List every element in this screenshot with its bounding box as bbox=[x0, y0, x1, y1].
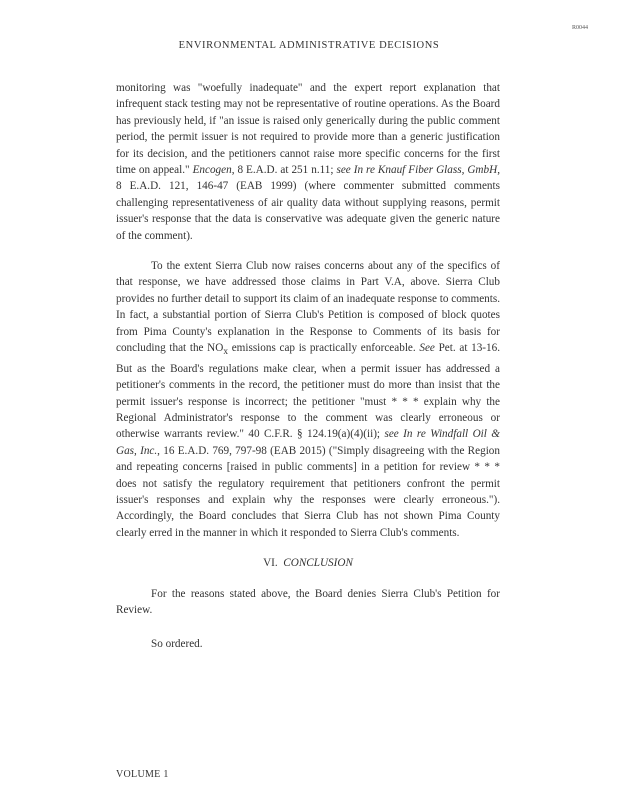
text-segment: , 8 E.A.D. at 251 n.11; bbox=[231, 164, 337, 177]
text-segment: , 8 E.A.D. 121, 146-47 (EAB 1999) (where commenter submitted comments challenging representativeness of air quality data without supplying reasons, permit issuer's response that the data is conservative was adequate given the generic nature of the comment). bbox=[116, 164, 500, 242]
paragraph-conclusion: For the reasons stated above, the Board denies Sierra Club's Petition for Review. bbox=[116, 587, 500, 617]
case-citation: see In re Knauf Fiber Glass, GmbH bbox=[336, 164, 498, 177]
text-segment: To the extent Sierra Club now raises concerns about any of the specifics of that response, we have addressed those claims in Part V.A, above. Sierra Club provides no further detail to support its claim of an inadequate response to comments. In fact, a substantial portion of Sierra Club's Petition is composed of block quotes from Pima County's explanation in the Response to Comments of its basis for concluding that the NO bbox=[116, 260, 501, 355]
page-footer: VOLUME 1 bbox=[116, 769, 169, 780]
section-number: VI. bbox=[263, 557, 278, 570]
text-segment: , 16 E.A.D. 769, 797-98 (EAB 2015) ("Simply disagreeing with the Region and repeating concerns [raised in public comments] in a petition for review * * * does not satisfy the regulatory requirement that petitioners confront the permit issuer's responses and explain why the responses were clearly erroneous."). Accordingly, the Board concludes that Sierra Club has not shown Pima County clearly erred in the manner in which it responded to Sierra Club's comments. bbox=[116, 444, 500, 539]
case-citation: Encogen bbox=[192, 164, 232, 177]
body-text bbox=[116, 80, 500, 653]
page-number: R0044 bbox=[571, 25, 588, 31]
running-header: ENVIRONMENTAL ADMINISTRATIVE DECISIONS bbox=[178, 40, 440, 51]
case-citation: see In re Windfall Oil & Gas, Inc. bbox=[116, 428, 500, 457]
paragraph-response bbox=[116, 258, 500, 541]
section-title: CONCLUSION bbox=[283, 557, 353, 570]
paragraph-monitoring bbox=[116, 80, 500, 244]
text-segment: monitoring was "woefully inadequate" and the expert report explanation that infrequent stack testing may not be representative of routine operations. As the Board has previously held, if "an issue is raised only generically during the public comment period, the permit issuer is not required to provide more than a generic justification for its decision, and the petitioners cannot raise more specific concerns for the first time on appeal." bbox=[116, 82, 500, 177]
section-heading bbox=[116, 555, 500, 571]
signal-word: See bbox=[419, 342, 435, 355]
text-segment: Pet. at 13-16. But as the Board's regulations make clear, when a permit issuer has addressed a petitioner's comments in the record, the petitioner must do more than insist that the permit issuer's response is incorrect; the petitioner "must * * * explain why the Regional Administrator's response to the comment was clearly erroneous or otherwise warrants review." 40 C.F.R. § 124.19(a)(4)(ii); bbox=[116, 342, 500, 441]
subscript: x bbox=[223, 347, 229, 358]
so-ordered: So ordered. bbox=[151, 638, 203, 651]
text-segment: emissions cap is practically enforceable. bbox=[228, 342, 420, 355]
